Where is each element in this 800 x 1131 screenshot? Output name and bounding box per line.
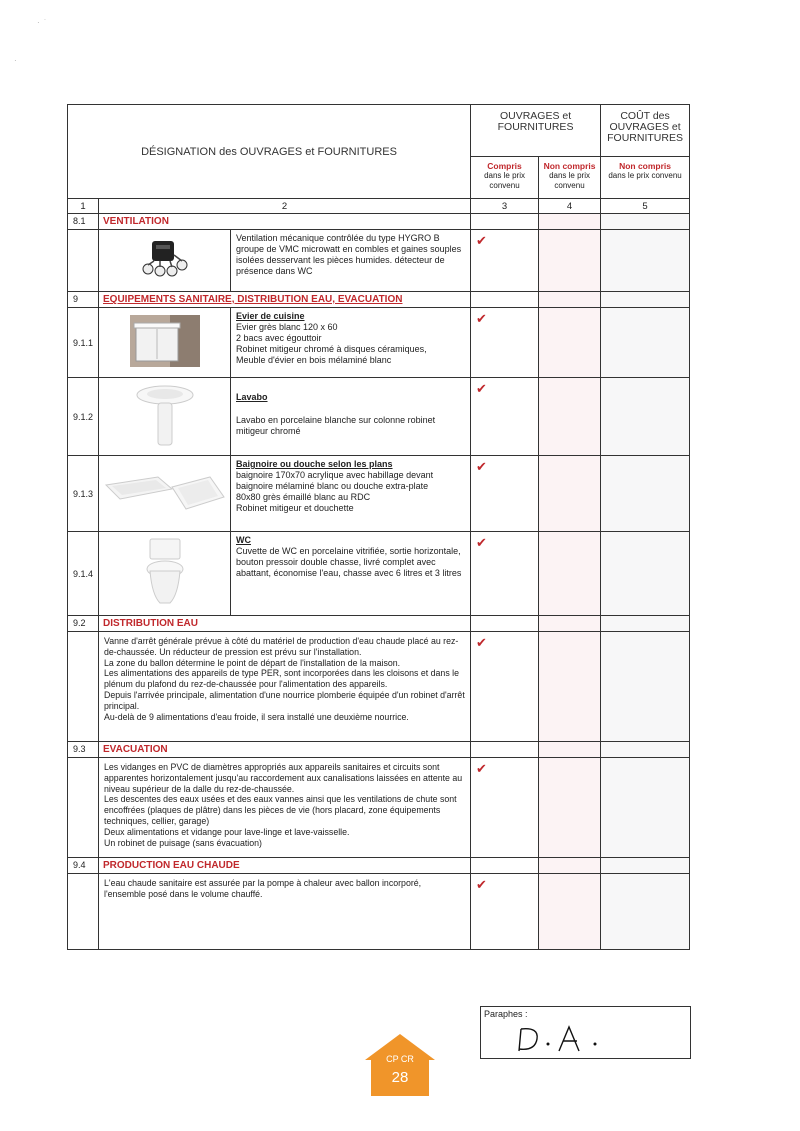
lavabo-text: Lavabo en porcelaine blanche sur colonne robinet mitigeur chromé <box>236 415 436 436</box>
compris-check: ✔ <box>471 308 539 378</box>
col-number: 4 <box>539 199 601 214</box>
evacuation-line: Deux alimentations et vidange pour lave-linge et lave-vaisselle. <box>104 826 350 837</box>
row-number: 8.1 <box>68 214 99 230</box>
paraphes-box <box>480 1006 691 1059</box>
cout-header: COÛT des OUVRAGES et FOURNITURES <box>601 105 690 157</box>
baignoire-description <box>231 456 471 532</box>
washbasin-image <box>99 378 231 456</box>
compris-check: ✔ <box>471 758 539 858</box>
evier-description <box>231 308 471 378</box>
col-number: 3 <box>471 199 539 214</box>
compris-header <box>471 157 539 199</box>
wc-text: Cuvette de WC en porcelaine vitrifiée, sortie horizontale, bouton pressoir double chasse, livré complet avec abattant, économise l'eau, chasse avec 6 litres et 3 litres <box>236 546 462 578</box>
scan-mark: · <box>37 18 40 27</box>
compris-check: ✔ <box>471 230 539 292</box>
compris-check: ✔ <box>471 874 539 950</box>
section-title: PRODUCTION EAU CHAUDE <box>99 858 471 874</box>
toilet-image <box>99 532 231 616</box>
row-number: 9.1.3 <box>68 456 99 532</box>
compris-label: Compris <box>487 161 522 171</box>
sink-cabinet-image <box>99 308 231 378</box>
row-number: 9.1.2 <box>68 378 99 456</box>
section-title: DISTRIBUTION EAU <box>99 616 471 632</box>
item-title: WC <box>236 535 251 545</box>
baignoire-line: Robinet mitigeur et douchette <box>236 503 354 513</box>
cost-non-compris-header <box>601 157 690 199</box>
section-title-text: EQUIPEMENTS SANITAIRE, DISTRIBUTION EAU, EVACUATION <box>103 294 403 305</box>
bathtub-shower-tray-image <box>99 456 231 532</box>
row-number: 9 <box>68 292 99 308</box>
compris-sub: dans le prix convenu <box>484 171 525 190</box>
cost-non-compris-sub: dans le prix convenu <box>608 171 682 180</box>
evacuation-line: Un robinet de puisage (sans évacuation) <box>104 837 262 848</box>
cost-non-compris-label: Non compris <box>619 161 672 171</box>
section-title: VENTILATION <box>99 214 471 230</box>
evier-line: Evier grès blanc 120 x 60 <box>236 322 338 332</box>
handwritten-signature <box>515 1023 635 1055</box>
specification-table <box>67 104 690 950</box>
non-compris-sub: dans le prix convenu <box>549 171 590 190</box>
distribution-line: Au-delà de 9 alimentations d'eau froide, il sera installé une deuxième nourrice. <box>104 711 409 722</box>
house-shape-icon <box>365 1034 435 1096</box>
col-number: 1 <box>68 199 99 214</box>
item-title: Lavabo <box>236 392 268 402</box>
row-number: 9.1.4 <box>68 532 99 616</box>
scan-mark: · <box>14 56 17 65</box>
designation-header: DÉSIGNATION des OUVRAGES et FOURNITURES <box>68 105 471 199</box>
page-number: 28 <box>391 1069 409 1086</box>
non-compris-header <box>539 157 601 199</box>
evier-line: Robinet mitigeur chromé à disques céramiques, <box>236 344 427 354</box>
section-title: EVACUATION <box>99 742 471 758</box>
non-compris-label: Non compris <box>543 161 596 171</box>
item-title: Baignoire ou douche selon les plans <box>236 459 393 469</box>
lavabo-description <box>231 378 471 456</box>
vmc-unit-image <box>99 230 231 292</box>
row-number: 9.3 <box>68 742 99 758</box>
item-title: Evier de cuisine <box>236 311 305 321</box>
distribution-line: Vanne d'arrêt générale prévue à côté du matériel de production d'eau chaude placé au rez-de-chaussée. Un réducteur de pression est prévu sur l'installation. <box>104 636 459 657</box>
evacuation-description <box>99 758 471 858</box>
distribution-description <box>99 632 471 742</box>
baignoire-line: baignoire 170x70 acrylique avec habillage devant <box>236 470 434 480</box>
row-number: 9.2 <box>68 616 99 632</box>
distribution-line: La zone du ballon détermine le point de départ de l'installation de la maison. <box>104 657 401 668</box>
row-number: 9.4 <box>68 858 99 874</box>
evacuation-line: Les descentes des eaux usées et des eaux vannes ainsi que les ventilations de chute sont encoffrées (plaques de plâtre) dans les pièces de vie (hors placard, zone équipements techniques, cellier, garage) <box>104 794 457 826</box>
badge-code: CP CR <box>386 1054 414 1064</box>
evacuation-line: Les vidanges en PVC de diamètres appropriés aux appareils sanitaires et circuits sont apparentes horizontalement jusqu'au raccordement aux canalisations laissées en attente au niveau supérieur de la dalle du rez-de-chaussée. <box>104 762 463 794</box>
ouvrages-header: OUVRAGES et FOURNITURES <box>471 105 601 157</box>
compris-check: ✔ <box>471 632 539 742</box>
col-number: 2 <box>99 199 471 214</box>
wc-description <box>231 532 471 616</box>
baignoire-line: baignoire mélaminé blanc ou douche extra-plate <box>236 481 429 491</box>
col-number: 5 <box>601 199 690 214</box>
distribution-line: Les alimentations des appareils de type PER, sont incorporées dans les cloisons et dans le plénum du plafond du rez-de-chaussée pour l'alimentation des appareils. <box>104 668 460 690</box>
page-number-badge <box>365 1034 435 1096</box>
paraphes-label: Paraphes : <box>484 1009 528 1019</box>
compris-check: ✔ <box>471 378 539 456</box>
distribution-line: Depuis l'arrivée principale, alimentation d'une nourrice plomberie équipée d'un robinet d'arrêt principal. <box>104 689 465 711</box>
production-description: L'eau chaude sanitaire est assurée par la pompe à chaleur avec ballon incorporé, l'ensemble posé dans le volume chauffé. <box>99 874 471 950</box>
evier-line: 2 bacs avec égouttoir <box>236 333 322 343</box>
baignoire-line: 80x80 grès émaillé blanc au RDC <box>236 492 371 502</box>
compris-check: ✔ <box>471 456 539 532</box>
scan-mark: ˙ <box>44 18 47 27</box>
compris-check: ✔ <box>471 532 539 616</box>
ventilation-description: Ventilation mécanique contrôlée du type HYGRO B groupe de VMC microwatt en combles et gaines souples isolées desservant les pièces humides. détecteur de présence dans WC <box>231 230 471 292</box>
section-title <box>99 292 471 308</box>
evier-line: Meuble d'évier en bois mélaminé blanc <box>236 355 392 365</box>
row-number: 9.1.1 <box>68 308 99 378</box>
